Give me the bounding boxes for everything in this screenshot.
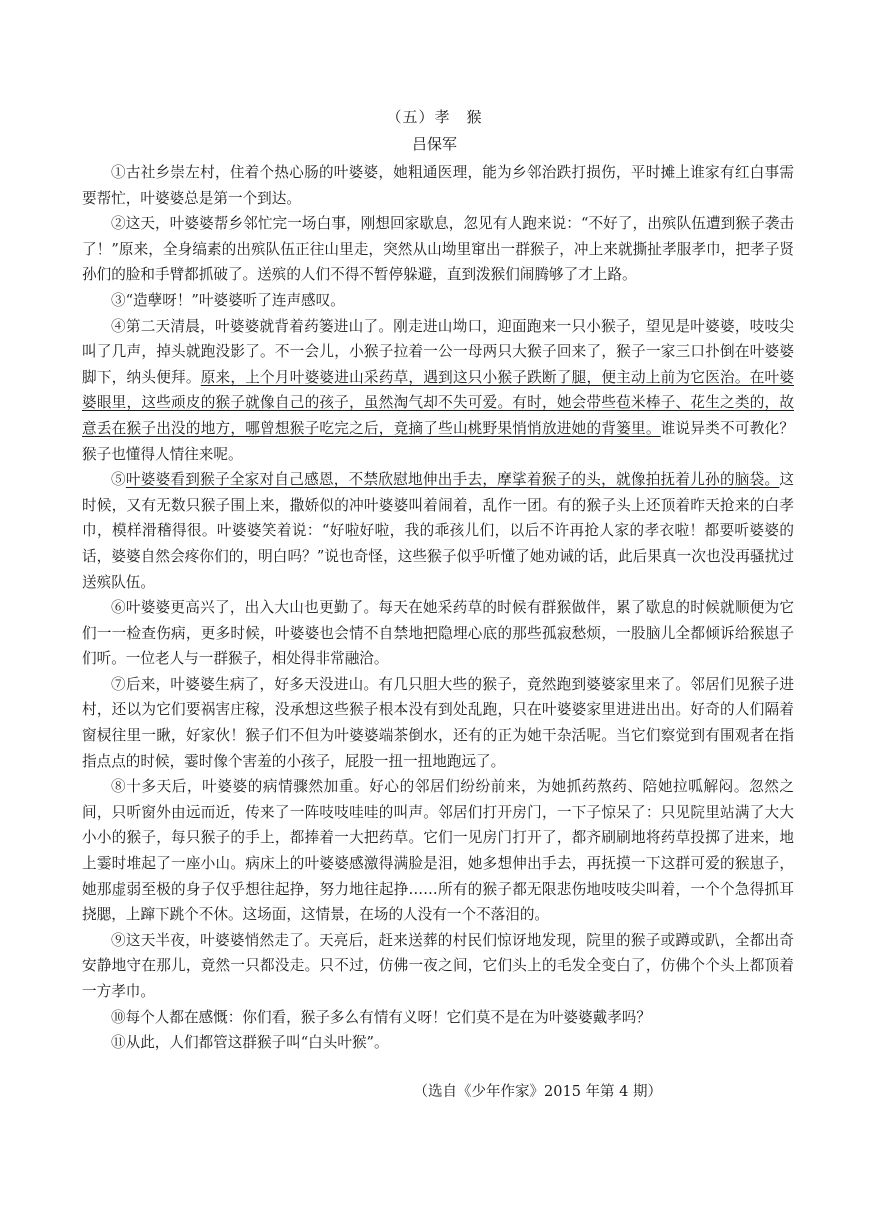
- paragraph-11: ⑪从此，人们都管这群猴子叫“白头叶猴”。: [111, 1034, 389, 1052]
- article-body: [82, 160, 794, 1056]
- paragraph-4-underlined: 原来，上个月叶婆婆进山采药草，遇到这只小猴子跌断了腿，便主动上前为它医治。在叶婆婆眼里，这些顽皮的猴子就像自己的孩子，虽然淘气却不失可爱。有时，她会带些苞米棒子、花生之类的，故意丢在猴子出没的地方，哪曾想猴子吃完之后，竟摘了些山桃野果悄悄放进她的背篓里。: [82, 368, 794, 437]
- paragraph-2: ②这天，叶婆婆帮乡邻忙完一场白事，刚想回家歇息，忽见有人跑来说：“不好了，出殡队伍遭到猴子袭击了！”原来，全身缟素的出殡队伍正往山里走，突然从山坳里窜出一群猴子，冲上来就撕扯孝服孝巾，把孝子贤孙们的脸和手臂都抓破了。送殡的人们不得不暂停躲避，直到泼猴们闹腾够了才上路。: [82, 215, 794, 284]
- paragraph-3: ③“造孽呀！”叶婆婆听了连声感叹。: [111, 291, 345, 309]
- paragraph-4-text: ④第二天清晨，叶婆婆就背着药篓进山了。刚走进山坳口，迎面跑来一只小猴子，望见是叶婆婆，吱吱尖叫了几声，掉头就跑没影了。不一会儿，小猴子拉着一公一母两只大猴子回来了，猴子一家三口扑倒在叶婆婆脚下，纳头便拜。: [82, 317, 794, 386]
- paragraph-4: [82, 314, 794, 468]
- article-title: （五）孝 猴: [386, 108, 483, 126]
- article-source: （选自《少年作家》2015 年第 4 期）: [413, 1084, 662, 1100]
- paragraph-5-underlined: 叶婆婆看到猴子全家对自己感恩，不禁欣慰地伸出手去，摩挲着猴子的头，就像拍抚着儿孙的脑袋。: [125, 471, 780, 489]
- paragraph-4-ending: 谁说异类不可教化？猴子也懂得人情往来呢。: [82, 419, 794, 463]
- paragraph-1: ①古社乡崇左村，住着个热心肠的叶婆婆，她粗通医理，能为乡邻治跌打损伤，平时摊上谁家有红白事需要帮忙，叶婆婆总是第一个到达。: [82, 164, 794, 207]
- paragraph-8: ⑧十多天后，叶婆婆的病情骤然加重。好心的邻居们纷纷前来，为她抓药熬药、陪她拉呱解闷。忽然之间，只听窗外由远而近，传来了一阵吱吱哇哇的叫声。邻居们打开房门，一下子惊呆了：只见院里站满了大大小小的猴子，每只猴子的手上，都捧着一大把药草。它们一见房门打开了，都齐刷刷地将药草投掷了进来，地上霎时堆起了一座小山。病床上的叶婆婆感激得满脸是泪，她多想伸出手去，再抚摸一下这群可爱的猴崽子，她那虚弱至极的身子仅乎想往起挣，努力地往起挣……所有的猴子都无限悲伤地吱吱尖叫着，一个个急得抓耳挠腮，上蹿下跳个不休。这场面，这情景，在场的人没有一个不落泪的。: [82, 778, 794, 924]
- paragraph-7: ⑦后来，叶婆婆生病了，好多天没进山。有几只胆大些的猴子，竟然跑到婆婆家里来了。邻居们见猴子进村，还以为它们要祸害庄稼，没承想这些猴子根本没有到处乱跑，只在叶婆婆家里进进出出。好奇的人们隔着窗棂往里一瞅，好家伙！猴子们不但为叶婆婆端茶倒水，还有的正为她干杂活呢。当它们察觉到有围观者在指指点点的时候，霎时像个害羞的小孩子，屁股一扭一扭地跑远了。: [82, 675, 794, 770]
- paragraph-5-number: ⑤: [111, 471, 126, 489]
- paragraph-9: ⑨这天半夜，叶婆婆悄然走了。天亮后，赶来送葬的村民们惊讶地发现，院里的猴子或蹲或趴，全都出奇安静地守在那儿，竟然一只都没走。只不过，仿佛一夜之间，它们头上的毛发全变白了，仿佛个个头上都顶着一方孝巾。: [82, 931, 794, 1000]
- paragraph-5-text: 这时候，又有无数只猴子围上来，撒娇似的冲叶婆婆叫着闹着，乱作一团。有的猴子头上还顶着昨天抢来的白孝巾，模样滑稽得很。叶婆婆笑着说：“好啦好啦，我的乖孩儿们，以后不许再抢人家的孝衣啦！都要听婆婆的话，婆婆自然会疼你们的，明白吗？”说也奇怪，这些猴子似乎听懂了她劝诫的话，此后果真一次也没再骚扰过送殡队伍。: [82, 471, 794, 591]
- article-author: 吕保军: [411, 135, 457, 153]
- paragraph-10: ⑩每个人都在感慨：你们看，猴子多么有情有义呀！它们莫不是在为叶婆婆戴孝吗？: [111, 1008, 651, 1026]
- paragraph-5: [82, 467, 794, 595]
- paragraph-6: ⑥叶婆婆更高兴了，出入大山也更勤了。每天在她采药草的时候有群猴做伴，累了歇息的时候就顺便为它们一一检查伤病，更多时候，叶婆婆也会情不自禁地把隐埋心底的那些孤寂愁烦，一股脑儿全都倾诉给猴崽子们听。一位老人与一群猴子，相处得非常融洽。: [82, 599, 794, 668]
